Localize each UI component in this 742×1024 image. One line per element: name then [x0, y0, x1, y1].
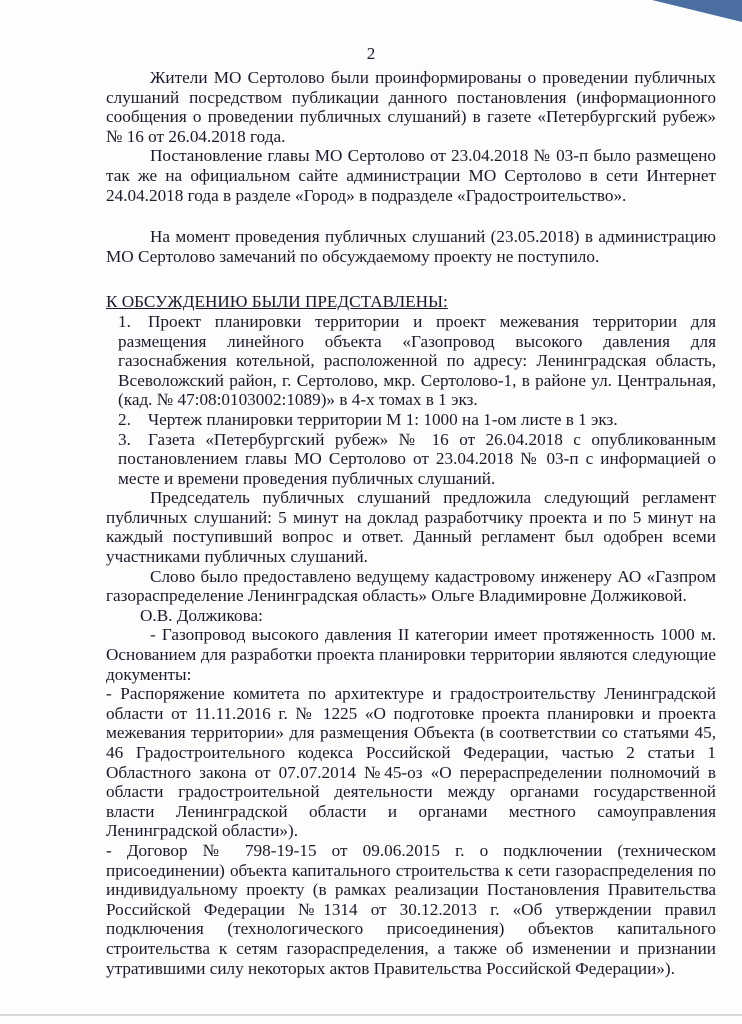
paragraph-order: - Распоряжение комитета по архитектуре и градостроительству Ленинградской области от 11.11.2016 г. № 1225 «О подготовке проекта планировки и проекта межевания территории» для размещения Объекта (в соответствии со статьями 45, 46 Градостроительного кодекса Российской Федерации, частью 2 статьи 1 Областного закона от 07.07.2014 №45-оз «О перераспределении полномочий в области градостроительной деятельности между органами государственной власти Ленинградской области и органами местного самоуправления Ленинградской области»).	[106, 684, 716, 841]
list-item-text: Газета «Петербургский рубеж» № 16 от 26.04.2018 с опубликованным постановлением главы МО Сертолово от 23.04.2018 № 03-п с информацией о месте и времени проведения публичных слушаний.	[118, 429, 716, 488]
page-corner-mark	[652, 0, 742, 22]
list-item-text: Чертеж планировки территории М 1: 1000 на 1-ом листе в 1 экз.	[148, 409, 618, 429]
page-bottom-edge	[0, 1014, 742, 1016]
paragraph-pipeline: - Газопровод высокого давления II категории имеет протяженность 1000 м. Основанием для разработки проекта планировки территории являются следующие документы:	[106, 625, 716, 684]
paragraph-residents-informed: Жители МО Сертолово были проинформированы о проведении публичных слушаний посредством публикации данного постановления (информационного сообщения о проведении публичных слушаний) в газете «Петербургский рубеж» № 16 от 26.04.2018 года.	[106, 68, 716, 146]
paragraph-contract: - Договор № 798-19-15 от 09.06.2015 г. о подключении (техническом присоединении) объекта капитального строительства к сети газораспределения по индивидуальному проекту (в рамках реализации Постановления Правительства Российской Федерации №1314 от 30.12.2013 г. «Об утверждении правил подключения (технологического присоединения) объектов капитального строительства к сетям газораспределения, а также об изменении и признании утратившими силу некоторых актов Правительства Российской Федерации»).	[106, 840, 716, 978]
paragraph-no-comments: На момент проведения публичных слушаний (23.05.2018) в администрацию МО Сертолово замечаний по обсуждаемому проекту не поступило.	[106, 227, 716, 266]
page-number: 2	[366, 44, 376, 63]
paragraph-regulations: Председатель публичных слушаний предложила следующий регламент публичных слушаний: 5 минут на доклад разработчику проекта и по 5 минут на каждый поступивший вопрос и ответ. Данный регламент был одобрен всеми участниками публичных слушаний.	[106, 488, 716, 567]
list-item	[118, 312, 716, 410]
section-heading: К ОБСУЖДЕНИЮ БЫЛИ ПРЕДСТАВЛЕНЫ:	[106, 292, 448, 312]
list-item-number: 1.	[118, 311, 131, 331]
list-item-text: Проект планировки территории и проект межевания территории для размещения линейного объекта «Газопровод высокого давления для газоснабжения котельной, расположенной по адресу: Ленинградская область, Всеволожский район, г. Сертолово, мкр. Сертолово-1, в районе ул. Центральная, (кад. № 47:08:0103002:1089)» в 4-х томах в 1 экз.	[118, 311, 716, 410]
list-item-number: 2.	[118, 409, 131, 429]
list-item-number: 3.	[118, 429, 131, 449]
speaker-name: О.В. Должикова:	[140, 605, 263, 625]
paragraph-resolution-posted: Постановление главы МО Сертолово от 23.04.2018 № 03-п было размещено так же на официальном сайте администрации МО Сертолово в сети Интернет 24.04.2018 года в разделе «Город» в подразделе «Градостроительство».	[106, 146, 716, 205]
list-item	[118, 410, 716, 430]
list-item	[118, 430, 716, 489]
document-body	[106, 68, 716, 978]
paragraph-floor-given: Слово было предоставлено ведущему кадастровому инженеру АО «Газпром газораспределение Ленинградская область» Ольге Владимировне Должиковой.	[106, 566, 716, 606]
